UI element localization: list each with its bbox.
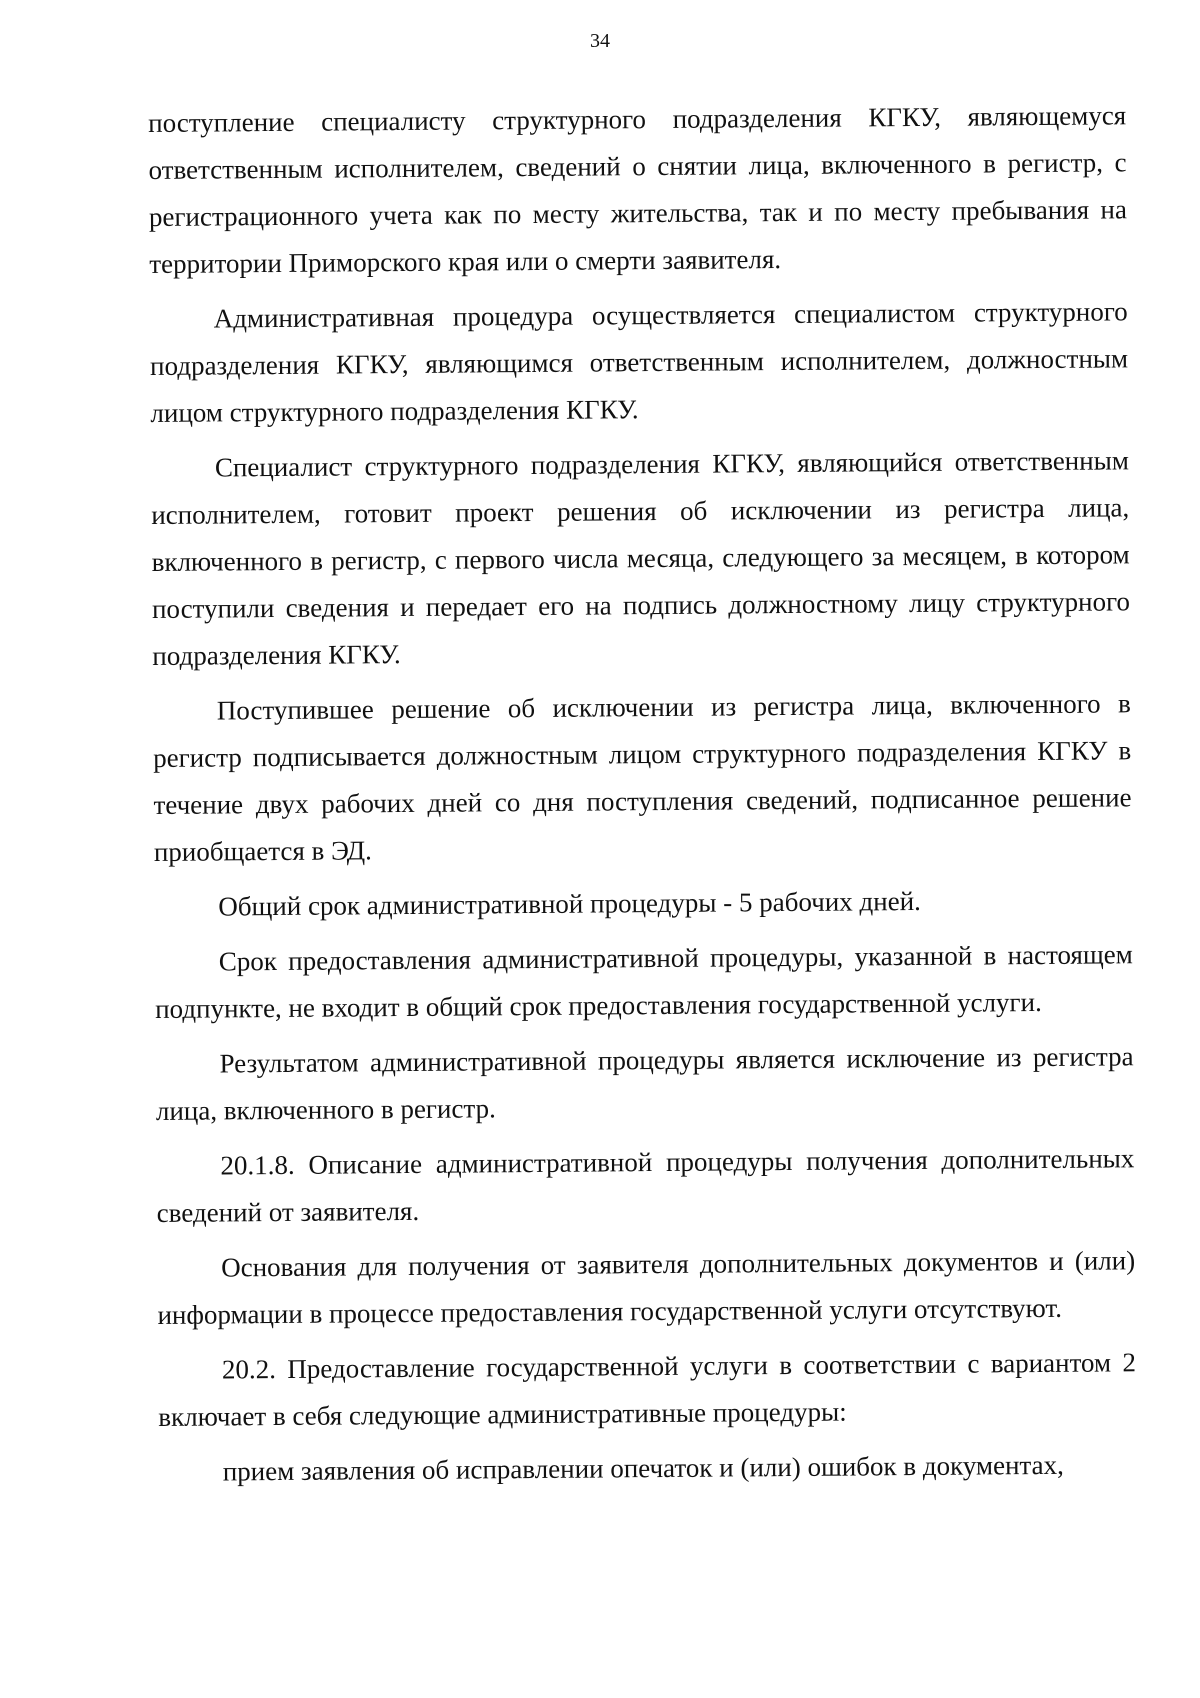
section-heading-20-2: 20.2. Предоставление государственной услуги в соответствии с вариантом 2 включает в себя следующие административные процедуры: — [158, 1347, 1137, 1432]
document-body — [148, 92, 1137, 1496]
paragraph: Специалист структурного подразделения КГКУ, являющийся ответственным исполнителем, готовит проект решения об исключении из регистра лица, включенного в регистр, с первого числа месяца, следующего за месяцем, в котором поступили сведения и передает его на подпись должностному лицу структурного подразделения КГКУ. — [151, 445, 1131, 671]
page-number: 34 — [590, 30, 610, 52]
paragraph: Поступившее решение об исключении из регистра лица, включенного в регистр подписывается должностным лицом структурного подразделения КГКУ в течение двух рабочих дней со дня поступления сведений, подписанное решение приобщается в ЭД. — [153, 688, 1132, 867]
paragraph-continuation: поступление специалисту структурного подразделения КГКУ, являющемуся ответственным исполнителем, сведений о снятии лица, включенного в регистр, с регистрационного учета как по месту жительства, так и по месту пребывания на территории Приморского края или о смерти заявителя. — [148, 100, 1128, 279]
paragraph: Основания для получения от заявителя дополнительных документов и (или) информации в процессе предоставления государственной услуги отсутствуют. — [157, 1245, 1136, 1330]
paragraph: Срок предоставления административной процедуры, указанной в настоящем подпункте, не входит в общий срок предоставления государственной услуги. — [155, 939, 1133, 1024]
paragraph-list-item: прием заявления об исправлении опечаток и (или) ошибок в документах, — [222, 1449, 1064, 1487]
paragraph: Результатом административной процедуры является исключение из регистра лица, включенного в регистр. — [155, 1041, 1134, 1126]
section-heading-20-1-8: 20.1.8. Описание административной процедуры получения дополнительных сведений от заявителя. — [156, 1143, 1135, 1228]
paragraph: Общий срок административной процедуры - 5 рабочих дней. — [218, 885, 921, 922]
paragraph: Административная процедура осуществляется специалистом структурного подразделения КГКУ, являющимся ответственным исполнителем, должностным лицом структурного подразделения КГКУ. — [149, 296, 1129, 428]
